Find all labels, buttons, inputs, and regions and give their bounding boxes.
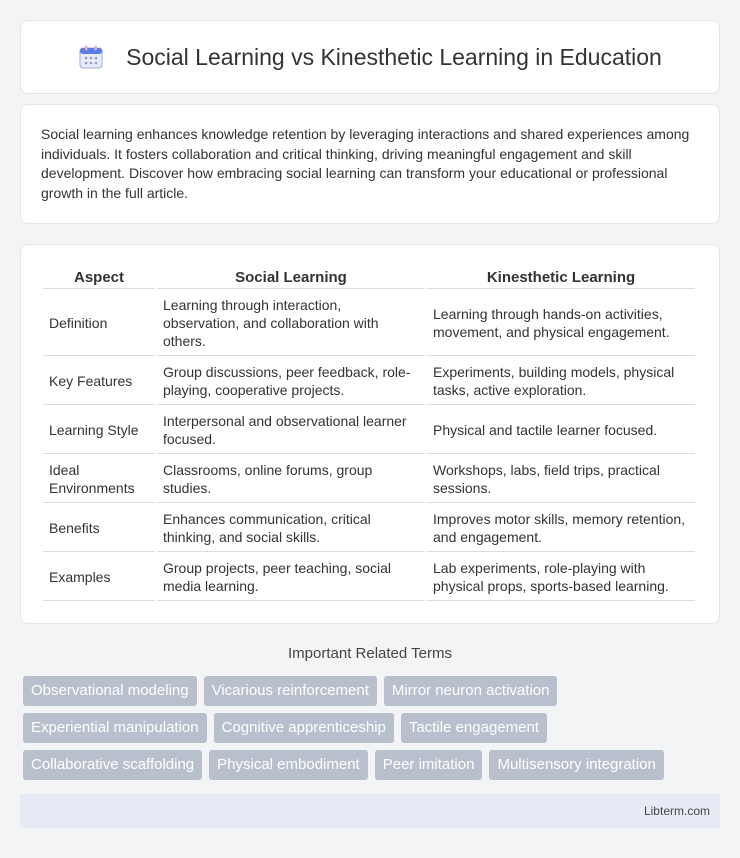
cell-aspect: Benefits bbox=[43, 505, 155, 552]
intro-card bbox=[20, 104, 720, 224]
table-header-row bbox=[43, 267, 695, 289]
table-row bbox=[43, 291, 695, 356]
related-term-tag[interactable]: Observational modeling bbox=[23, 676, 197, 706]
cell-kinesthetic: Experiments, building models, physical tasks, active exploration. bbox=[427, 358, 695, 405]
cell-aspect: Learning Style bbox=[43, 407, 155, 454]
header-aspect: Aspect bbox=[43, 267, 155, 289]
comparison-table bbox=[41, 265, 697, 603]
related-term-tag[interactable]: Mirror neuron activation bbox=[384, 676, 558, 706]
tag-row bbox=[23, 713, 723, 743]
related-term-tag[interactable]: Peer imitation bbox=[375, 750, 483, 780]
cell-social: Group discussions, peer feedback, role-playing, cooperative projects. bbox=[157, 358, 425, 405]
header-kinesthetic: Kinesthetic Learning bbox=[427, 267, 695, 289]
table-row bbox=[43, 554, 695, 601]
page-title: Social Learning vs Kinesthetic Learning in Education bbox=[126, 43, 662, 70]
cell-aspect: Examples bbox=[43, 554, 155, 601]
tag-row bbox=[23, 676, 723, 706]
cell-social: Interpersonal and observational learner focused. bbox=[157, 407, 425, 454]
intro-text: Social learning enhances knowledge retention by leveraging interactions and shared experiences among individuals. It fosters collaboration and critical thinking, driving meaningful engagement and skill development. Discover how embracing social learning can transform your educational or professional growth in the full article. bbox=[41, 126, 690, 201]
cell-kinesthetic: Learning through hands-on activities, movement, and physical engagement. bbox=[427, 291, 695, 356]
table-row bbox=[43, 407, 695, 454]
cell-social: Learning through interaction, observation, and collaboration with others. bbox=[157, 291, 425, 356]
header-social: Social Learning bbox=[157, 267, 425, 289]
cell-kinesthetic: Physical and tactile learner focused. bbox=[427, 407, 695, 454]
related-term-tag[interactable]: Vicarious reinforcement bbox=[204, 676, 377, 706]
related-term-tag[interactable]: Experiential manipulation bbox=[23, 713, 207, 743]
tag-row bbox=[23, 750, 723, 780]
cell-kinesthetic: Lab experiments, role-playing with physical props, sports-based learning. bbox=[427, 554, 695, 601]
cell-aspect: Definition bbox=[43, 291, 155, 356]
related-terms-title: Important Related Terms bbox=[288, 645, 452, 662]
related-term-tag[interactable]: Collaborative scaffolding bbox=[23, 750, 202, 780]
cell-aspect: Ideal Environments bbox=[43, 456, 155, 503]
footer bbox=[20, 794, 720, 828]
cell-social: Classrooms, online forums, group studies. bbox=[157, 456, 425, 503]
related-term-tag[interactable]: Tactile engagement bbox=[401, 713, 547, 743]
cell-aspect: Key Features bbox=[43, 358, 155, 405]
comparison-table-card bbox=[20, 244, 720, 624]
calendar-icon bbox=[78, 44, 104, 70]
related-term-tag[interactable]: Multisensory integration bbox=[489, 750, 663, 780]
footer-site-link[interactable]: Libterm.com bbox=[643, 804, 710, 818]
related-terms bbox=[23, 676, 723, 787]
related-term-tag[interactable]: Cognitive apprenticeship bbox=[214, 713, 394, 743]
cell-social: Group projects, peer teaching, social media learning. bbox=[157, 554, 425, 601]
cell-social: Enhances communication, critical thinking, and social skills. bbox=[157, 505, 425, 552]
table-row bbox=[43, 505, 695, 552]
title-card bbox=[20, 20, 720, 94]
table-row bbox=[43, 456, 695, 503]
cell-kinesthetic: Workshops, labs, field trips, practical sessions. bbox=[427, 456, 695, 503]
table-row bbox=[43, 358, 695, 405]
cell-kinesthetic: Improves motor skills, memory retention, and engagement. bbox=[427, 505, 695, 552]
related-term-tag[interactable]: Physical embodiment bbox=[209, 750, 368, 780]
